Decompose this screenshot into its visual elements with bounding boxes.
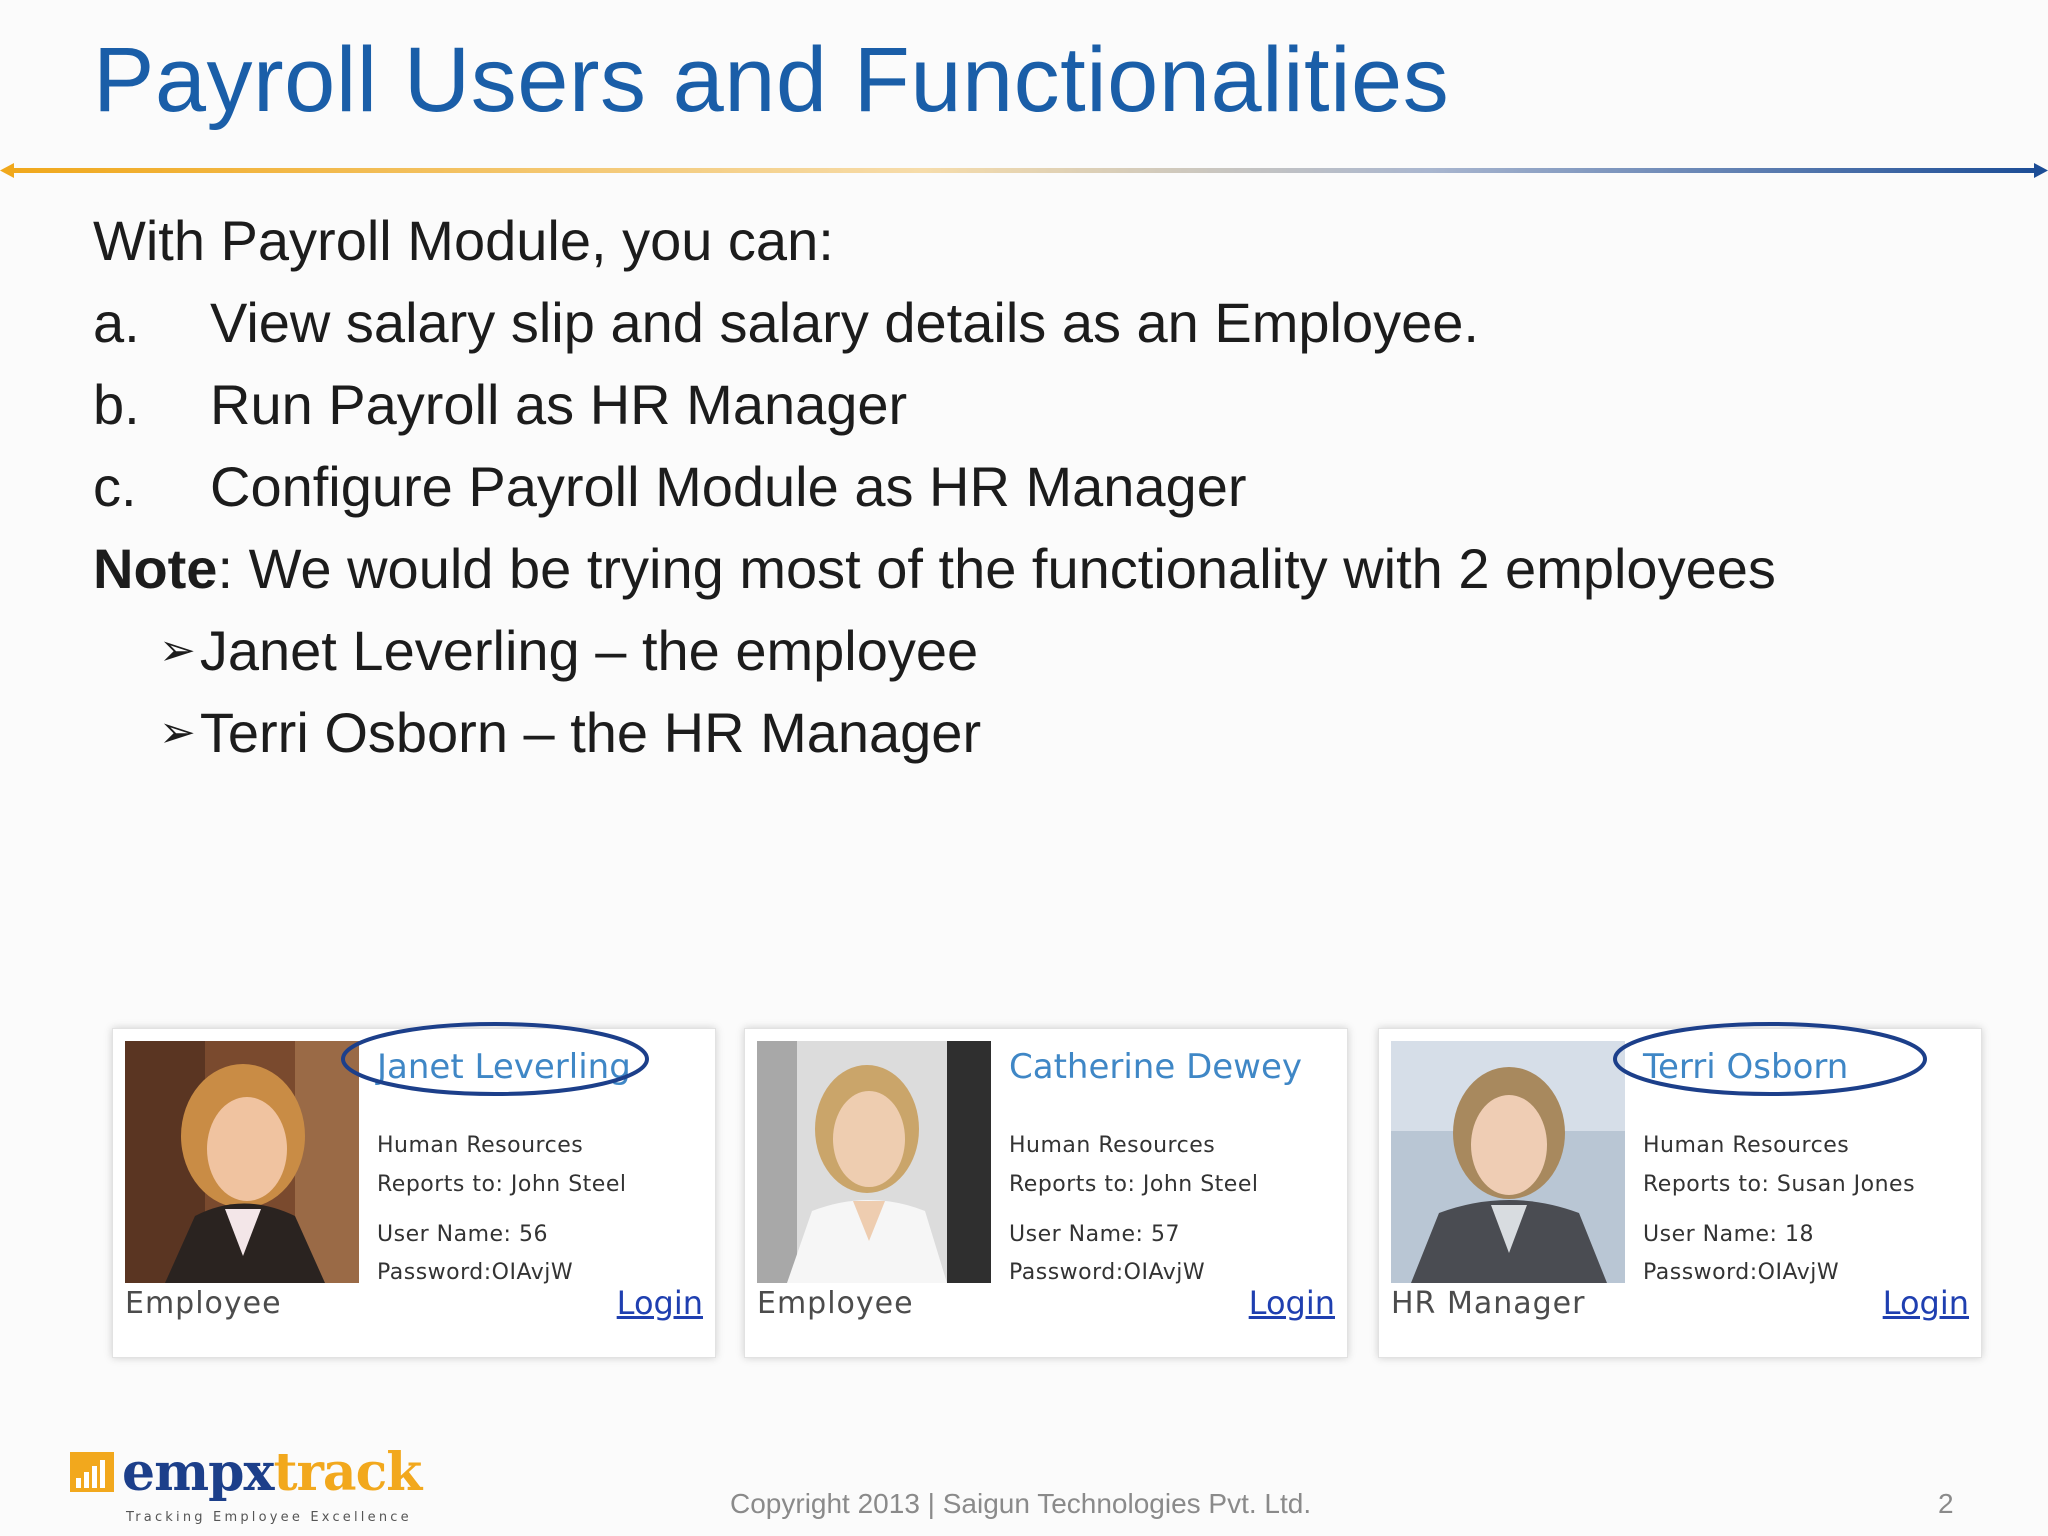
department-text: Human Resources [377,1133,584,1158]
password-text: Password:OIAvjW [1009,1260,1206,1285]
slide-body [93,200,1993,774]
logo-wordmark [122,1442,421,1503]
note-line [93,528,1993,610]
arrow-bullet-icon: ➢ [159,707,196,758]
logo-tagline: Tracking Employee Excellence [126,1510,412,1525]
user-name-text: User Name: 18 [1643,1222,1814,1247]
page-number: 2 [1938,1488,1954,1519]
user-photo [1391,1041,1625,1283]
reports-to-text: Reports to: Susan Jones [1643,1172,1916,1197]
arrow-bullet-icon: ➢ [159,625,196,676]
user-card [1378,1028,1982,1358]
list-item-text: Configure Payroll Module as HR Manager [210,455,1247,518]
list-item [93,282,1993,364]
role-label: Employee [757,1286,914,1321]
user-photo [757,1041,991,1283]
list-item [93,446,1993,528]
title-divider-arrow [0,158,2048,182]
department-text: Human Resources [1643,1133,1850,1158]
bar-chart-logo-icon [70,1452,114,1492]
note-text: : We would be trying most of the functionality with 2 employees [217,537,1776,600]
reports-to-text: Reports to: John Steel [1009,1172,1259,1197]
sub-list-item-text: Terri Osborn – the HR Manager [199,701,982,764]
empxtrack-logo [70,1442,422,1528]
user-card [112,1028,716,1358]
department-text: Human Resources [1009,1133,1216,1158]
list-item-text: View salary slip and salary details as an Employee. [210,291,1479,354]
list-marker: c. [93,455,137,518]
logo-wordmark-empx: empx [122,1442,274,1503]
password-text: Password:OIAvjW [377,1260,574,1285]
user-card [744,1028,1348,1358]
intro-text: With Payroll Module, you can: [93,209,834,272]
role-label: HR Manager [1391,1286,1586,1321]
user-name-link[interactable]: Janet Leverling [377,1047,631,1087]
copyright-text: Copyright 2013 | Saigun Technologies Pvt. Ltd. [730,1488,1312,1519]
login-link[interactable]: Login [616,1284,703,1322]
login-link[interactable]: Login [1248,1284,1335,1322]
password-text: Password:OIAvjW [1643,1260,1840,1285]
user-name-text: User Name: 56 [377,1222,548,1247]
user-name-link[interactable]: Catherine Dewey [1009,1047,1303,1087]
role-label: Employee [125,1286,282,1321]
sub-list-item-text: Janet Leverling – the employee [199,619,979,682]
list-item-text: Run Payroll as HR Manager [210,373,908,436]
user-name-text: User Name: 57 [1009,1222,1180,1247]
sub-list-item [93,610,1993,692]
list-marker: b. [93,373,140,436]
user-name-link[interactable]: Terri Osborn [1643,1047,1849,1087]
reports-to-text: Reports to: John Steel [377,1172,627,1197]
list-item [93,364,1993,446]
login-link[interactable]: Login [1882,1284,1969,1322]
user-cards [112,1028,1984,1358]
note-label: Note [93,537,218,600]
list-marker: a. [93,291,140,354]
logo-wordmark-track: track [273,1442,422,1503]
sub-list-item [93,692,1993,774]
slide-title: Payroll Users and Functionalities [93,29,1450,131]
user-photo [125,1041,359,1283]
